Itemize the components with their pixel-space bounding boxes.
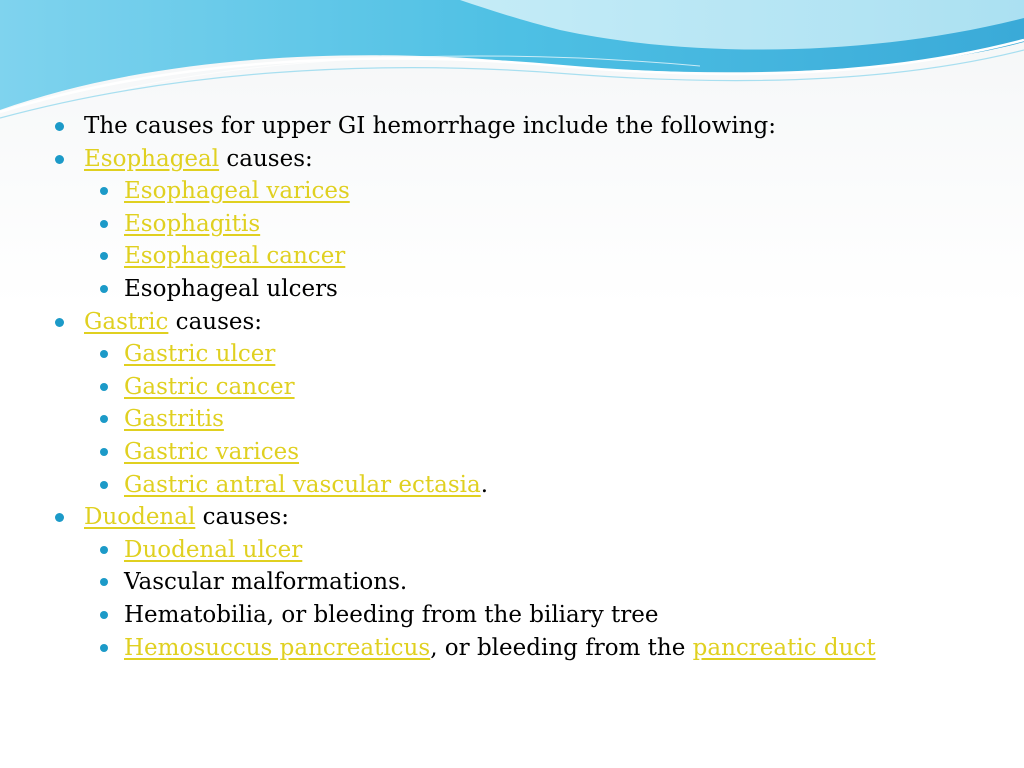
bullet-icon: [100, 578, 108, 586]
list-item: [52, 338, 992, 371]
vascular-malformations-text: Vascular malformations.: [124, 569, 408, 596]
gastritis-link[interactable]: Gastritis: [124, 406, 224, 433]
bullet-icon: [100, 611, 108, 619]
bullet-icon: [55, 318, 64, 327]
list-item: [52, 306, 992, 339]
bullet-icon: [100, 644, 108, 652]
bullet-icon: [100, 350, 108, 358]
bullet-icon: [55, 122, 64, 131]
list-item: [52, 469, 992, 502]
bullet-icon: [100, 383, 108, 391]
list-item: [52, 436, 992, 469]
list-item: [52, 501, 992, 534]
bullet-icon: [100, 285, 108, 293]
gastric-antral-vascular-ectasia-link[interactable]: Gastric antral vascular ectasia: [124, 471, 481, 498]
list-item: [52, 403, 992, 436]
list-item: [52, 273, 992, 306]
heading-suffix: causes:: [168, 308, 263, 335]
bullet-icon: [100, 220, 108, 228]
bullet-icon: [100, 187, 108, 195]
intro-text: The causes for upper GI hemorrhage include the following:: [84, 113, 776, 139]
list-item: [52, 632, 992, 665]
list-item: [52, 110, 992, 143]
list-item: [52, 143, 992, 176]
gastric-cancer-link[interactable]: Gastric cancer: [124, 373, 295, 400]
bullet-icon: [55, 155, 64, 164]
heading-suffix: causes:: [219, 145, 313, 172]
bleeding-text: , or bleeding from the: [430, 634, 693, 661]
gastric-ulcer-link[interactable]: Gastric ulcer: [124, 341, 276, 368]
bullet-icon: [55, 513, 64, 522]
period-text: .: [480, 471, 489, 498]
bullet-icon: [100, 415, 108, 423]
list-item: [52, 599, 992, 632]
duodenal-link[interactable]: Duodenal: [84, 504, 196, 531]
bullet-list: [52, 110, 992, 664]
bullet-icon: [100, 546, 108, 554]
gastric-link[interactable]: Gastric: [84, 308, 169, 335]
list-item: [52, 240, 992, 273]
bullet-icon: [100, 252, 108, 260]
gastric-varices-link[interactable]: Gastric varices: [124, 438, 300, 465]
list-item: [52, 534, 992, 567]
list-item: [52, 371, 992, 404]
esophagitis-link[interactable]: Esophagitis: [124, 210, 261, 237]
duodenal-ulcer-link[interactable]: Duodenal ulcer: [124, 536, 303, 563]
esophageal-link[interactable]: Esophageal: [84, 145, 220, 172]
bullet-icon: [100, 448, 108, 456]
hematobilia-text: Hematobilia, or bleeding from the biliary tree: [124, 601, 659, 628]
header-wave-decoration: [0, 0, 1024, 120]
heading-suffix: causes:: [195, 504, 290, 531]
esophageal-varices-link[interactable]: Esophageal varices: [124, 178, 350, 205]
list-item: [52, 175, 992, 208]
bullet-icon: [100, 481, 108, 489]
esophageal-ulcers-text: Esophageal ulcers: [124, 275, 338, 302]
list-item: [52, 566, 992, 599]
list-item: [52, 208, 992, 241]
pancreatic-duct-link[interactable]: pancreatic duct: [692, 634, 876, 661]
hemosuccus-pancreaticus-link[interactable]: Hemosuccus pancreaticus: [124, 634, 431, 661]
esophageal-cancer-link[interactable]: Esophageal cancer: [124, 243, 346, 270]
